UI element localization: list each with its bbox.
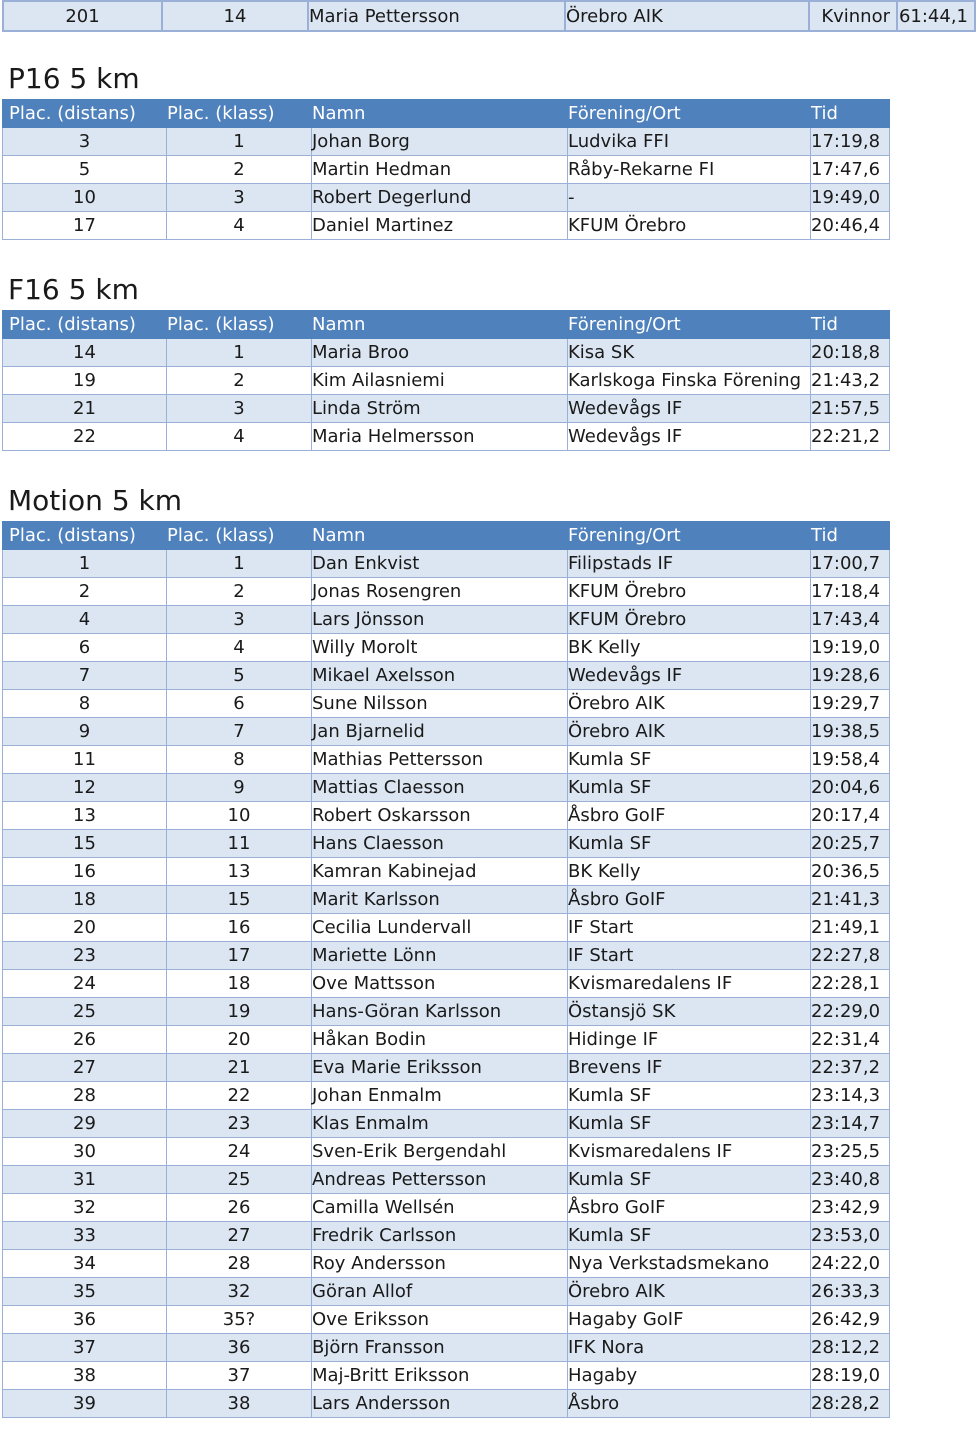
- tid-cell: 22:37,2: [811, 1054, 890, 1082]
- tid-cell: 26:42,9: [811, 1306, 890, 1334]
- table-row: [3, 1278, 890, 1306]
- namn-cell: Hans-Göran Karlsson: [312, 998, 568, 1026]
- tid-cell: 21:43,2: [811, 367, 890, 395]
- column-header-tid: Tid: [811, 522, 890, 550]
- tid-cell: 19:29,7: [811, 690, 890, 718]
- forening-cell: IF Start: [568, 942, 811, 970]
- plac-distans-cell: 38: [3, 1362, 167, 1390]
- forening-cell: Kvismaredalens IF: [568, 1138, 811, 1166]
- table-row: [3, 339, 890, 367]
- forening-cell: IF Start: [568, 914, 811, 942]
- forening-cell: Hidinge IF: [568, 1026, 811, 1054]
- forening-cell: Karlskoga Finska Förening: [568, 367, 811, 395]
- plac-distans-cell: 18: [3, 886, 167, 914]
- namn-cell: Jan Bjarnelid: [312, 718, 568, 746]
- results-table-p16: [2, 99, 890, 240]
- column-header-plac-klass: Plac. (klass): [167, 311, 312, 339]
- namn-cell: Göran Allof: [312, 1278, 568, 1306]
- plac-distans-cell: 33: [3, 1222, 167, 1250]
- plac-klass-cell: 4: [167, 212, 312, 240]
- plac-klass-cell: 2: [167, 578, 312, 606]
- namn-cell: Fredrik Carlsson: [312, 1222, 568, 1250]
- plac-klass-cell: 3: [167, 184, 312, 212]
- namn-cell: Camilla Wellsén: [312, 1194, 568, 1222]
- tid-cell: 61:44,1: [897, 1, 975, 31]
- forening-cell: Kumla SF: [568, 1082, 811, 1110]
- tid-cell: 22:31,4: [811, 1026, 890, 1054]
- tid-cell: 23:25,5: [811, 1138, 890, 1166]
- namn-cell: Maj-Britt Eriksson: [312, 1362, 568, 1390]
- plac-klass-cell: 7: [167, 718, 312, 746]
- namn-cell: Daniel Martinez: [312, 212, 568, 240]
- plac-distans-cell: 11: [3, 746, 167, 774]
- table-row: [3, 1138, 890, 1166]
- plac-klass-cell: 9: [167, 774, 312, 802]
- plac-distans-cell: 9: [3, 718, 167, 746]
- forening-cell: Nya Verkstadsmekano: [568, 1250, 811, 1278]
- table-row: [3, 662, 890, 690]
- plac-distans-cell: 14: [3, 339, 167, 367]
- plac-distans-cell: 23: [3, 942, 167, 970]
- forening-cell: IFK Nora: [568, 1334, 811, 1362]
- namn-cell: Björn Fransson: [312, 1334, 568, 1362]
- tid-cell: 23:14,3: [811, 1082, 890, 1110]
- forening-cell: Örebro AIK: [568, 1278, 811, 1306]
- plac-klass-cell: 2: [167, 156, 312, 184]
- forening-cell: BK Kelly: [568, 634, 811, 662]
- table-row: [3, 1026, 890, 1054]
- tid-cell: 19:19,0: [811, 634, 890, 662]
- namn-cell: Lars Jönsson: [312, 606, 568, 634]
- plac-distans-cell: 19: [3, 367, 167, 395]
- namn-cell: Johan Borg: [312, 128, 568, 156]
- plac-distans-cell: 12: [3, 774, 167, 802]
- forening-cell: Kumla SF: [568, 830, 811, 858]
- plac-distans-cell: 17: [3, 212, 167, 240]
- namn-cell: Kamran Kabinejad: [312, 858, 568, 886]
- plac-distans-cell: 24: [3, 970, 167, 998]
- forening-cell: Wedevågs IF: [568, 662, 811, 690]
- tid-cell: 28:19,0: [811, 1362, 890, 1390]
- tid-cell: 22:28,1: [811, 970, 890, 998]
- forening-cell: Örebro AIK: [568, 718, 811, 746]
- plac-distans-cell: 3: [3, 128, 167, 156]
- table-row: [3, 367, 890, 395]
- plac-klass-cell: 18: [167, 970, 312, 998]
- forening-cell: Wedevågs IF: [568, 423, 811, 451]
- forening-cell: Ludvika FFI: [568, 128, 811, 156]
- plac-distans-cell: 25: [3, 998, 167, 1026]
- column-header-namn: Namn: [312, 100, 568, 128]
- plac-klass-cell: 23: [167, 1110, 312, 1138]
- table-header-row: [3, 522, 890, 550]
- column-header-tid: Tid: [811, 100, 890, 128]
- namn-cell: Mathias Pettersson: [312, 746, 568, 774]
- forening-cell: KFUM Örebro: [568, 578, 811, 606]
- tid-cell: 17:00,7: [811, 550, 890, 578]
- table-row: [3, 1222, 890, 1250]
- namn-cell: Mattias Claesson: [312, 774, 568, 802]
- tid-cell: 20:46,4: [811, 212, 890, 240]
- tid-cell: 17:18,4: [811, 578, 890, 606]
- forening-cell: Örebro AIK: [568, 690, 811, 718]
- namn-cell: Roy Andersson: [312, 1250, 568, 1278]
- column-header-namn: Namn: [312, 522, 568, 550]
- tid-cell: 22:29,0: [811, 998, 890, 1026]
- namn-cell: Maria Broo: [312, 339, 568, 367]
- forening-cell: Filipstads IF: [568, 550, 811, 578]
- tid-cell: 21:49,1: [811, 914, 890, 942]
- namn-cell: Håkan Bodin: [312, 1026, 568, 1054]
- table-row: [3, 802, 890, 830]
- plac-distans-cell: 16: [3, 858, 167, 886]
- namn-cell: Jonas Rosengren: [312, 578, 568, 606]
- tid-cell: 19:58,4: [811, 746, 890, 774]
- table-header-row: [3, 311, 890, 339]
- table-row: [3, 1054, 890, 1082]
- table-row: [3, 746, 890, 774]
- plac-distans-cell: 36: [3, 1306, 167, 1334]
- table-row: [3, 1362, 890, 1390]
- forening-cell: Brevens IF: [568, 1054, 811, 1082]
- plac-klass-cell: 13: [167, 858, 312, 886]
- table-row: [3, 690, 890, 718]
- plac-distans-cell: 22: [3, 423, 167, 451]
- table-row: [3, 830, 890, 858]
- table-row: [3, 1110, 890, 1138]
- tid-cell: 19:38,5: [811, 718, 890, 746]
- forening-cell: Hagaby GoIF: [568, 1306, 811, 1334]
- forening-cell: Åsbro GoIF: [568, 802, 811, 830]
- klass-cell: Kvinnor: [809, 1, 897, 31]
- namn-cell: Linda Ström: [312, 395, 568, 423]
- column-header-forening: Förening/Ort: [568, 522, 811, 550]
- table-row: [3, 1250, 890, 1278]
- results-table-motion: [2, 521, 890, 1418]
- plac-klass-cell: 22: [167, 1082, 312, 1110]
- plac-klass-cell: 4: [167, 423, 312, 451]
- tid-cell: 26:33,3: [811, 1278, 890, 1306]
- table-row: [3, 1306, 890, 1334]
- table-row: [3, 423, 890, 451]
- plac-klass-cell: 20: [167, 1026, 312, 1054]
- forening-cell: Wedevågs IF: [568, 395, 811, 423]
- table-row: [3, 886, 890, 914]
- forening-cell: Åsbro GoIF: [568, 886, 811, 914]
- column-header-forening: Förening/Ort: [568, 311, 811, 339]
- forening-cell: Kumla SF: [568, 1222, 811, 1250]
- tid-cell: 21:57,5: [811, 395, 890, 423]
- plac-distans-cell: 34: [3, 1250, 167, 1278]
- table-row: [3, 156, 890, 184]
- plac-klass-cell: 27: [167, 1222, 312, 1250]
- namn-cell: Ove Eriksson: [312, 1306, 568, 1334]
- tid-cell: 20:17,4: [811, 802, 890, 830]
- tid-cell: 24:22,0: [811, 1250, 890, 1278]
- plac-klass-cell: 6: [167, 690, 312, 718]
- plac-distans-cell: 37: [3, 1334, 167, 1362]
- plac-distans-cell: 35: [3, 1278, 167, 1306]
- plac-distans-cell: 29: [3, 1110, 167, 1138]
- namn-cell: Mikael Axelsson: [312, 662, 568, 690]
- namn-cell: Sune Nilsson: [312, 690, 568, 718]
- plac-distans-cell: 32: [3, 1194, 167, 1222]
- plac-klass-cell: 38: [167, 1390, 312, 1418]
- plac-klass-cell: 1: [167, 339, 312, 367]
- plac-klass-cell: 32: [167, 1278, 312, 1306]
- tid-cell: 20:36,5: [811, 858, 890, 886]
- results-table-f16: [2, 310, 890, 451]
- forening-cell: Östansjö SK: [568, 998, 811, 1026]
- forening-cell: Åsbro GoIF: [568, 1194, 811, 1222]
- tid-cell: 20:04,6: [811, 774, 890, 802]
- table-row: [3, 1390, 890, 1418]
- column-header-tid: Tid: [811, 311, 890, 339]
- plac-distans-cell: 8: [3, 690, 167, 718]
- tid-cell: 22:21,2: [811, 423, 890, 451]
- table-row: [3, 1, 975, 31]
- column-header-plac-distans: Plac. (distans): [3, 522, 167, 550]
- plac-klass-cell: 1: [167, 550, 312, 578]
- plac-klass-cell: 19: [167, 998, 312, 1026]
- tid-cell: 19:28,6: [811, 662, 890, 690]
- plac-klass-cell: 25: [167, 1166, 312, 1194]
- plac-klass-cell: 14: [162, 1, 308, 31]
- tid-cell: 20:25,7: [811, 830, 890, 858]
- namn-cell: Marit Karlsson: [312, 886, 568, 914]
- forening-cell: Kumla SF: [568, 746, 811, 774]
- forening-cell: KFUM Örebro: [568, 606, 811, 634]
- plac-distans-cell: 4: [3, 606, 167, 634]
- table-row: [3, 128, 890, 156]
- tid-cell: 28:12,2: [811, 1334, 890, 1362]
- namn-cell: Willy Morolt: [312, 634, 568, 662]
- forening-cell: -: [568, 184, 811, 212]
- plac-klass-cell: 28: [167, 1250, 312, 1278]
- plac-klass-cell: 2: [167, 367, 312, 395]
- plac-distans-cell: 5: [3, 156, 167, 184]
- namn-cell: Hans Claesson: [312, 830, 568, 858]
- namn-cell: Klas Enmalm: [312, 1110, 568, 1138]
- table-row: [3, 970, 890, 998]
- namn-cell: Maria Pettersson: [308, 1, 565, 31]
- plac-klass-cell: 11: [167, 830, 312, 858]
- plac-distans-cell: 26: [3, 1026, 167, 1054]
- namn-cell: Robert Oskarsson: [312, 802, 568, 830]
- namn-cell: Martin Hedman: [312, 156, 568, 184]
- namn-cell: Mariette Lönn: [312, 942, 568, 970]
- plac-distans-cell: 39: [3, 1390, 167, 1418]
- plac-klass-cell: 37: [167, 1362, 312, 1390]
- plac-distans-cell: 28: [3, 1082, 167, 1110]
- table-row: [3, 395, 890, 423]
- namn-cell: Maria Helmersson: [312, 423, 568, 451]
- plac-klass-cell: 26: [167, 1194, 312, 1222]
- forening-cell: Kisa SK: [568, 339, 811, 367]
- column-header-namn: Namn: [312, 311, 568, 339]
- tid-cell: 23:42,9: [811, 1194, 890, 1222]
- forening-cell: Hagaby: [568, 1362, 811, 1390]
- plac-klass-cell: 36: [167, 1334, 312, 1362]
- table-row: [3, 1082, 890, 1110]
- tid-cell: 23:14,7: [811, 1110, 890, 1138]
- table-row: [3, 774, 890, 802]
- plac-distans-cell: 20: [3, 914, 167, 942]
- plac-klass-cell: 15: [167, 886, 312, 914]
- section-title-p16: P16 5 km: [8, 62, 140, 95]
- plac-klass-cell: 35?: [167, 1306, 312, 1334]
- plac-klass-cell: 3: [167, 606, 312, 634]
- column-header-plac-distans: Plac. (distans): [3, 311, 167, 339]
- forening-cell: Kumla SF: [568, 1166, 811, 1194]
- forening-cell: KFUM Örebro: [568, 212, 811, 240]
- forening-cell: Åsbro: [568, 1390, 811, 1418]
- namn-cell: Robert Degerlund: [312, 184, 568, 212]
- plac-distans-cell: 1: [3, 550, 167, 578]
- namn-cell: Eva Marie Eriksson: [312, 1054, 568, 1082]
- table-row: [3, 998, 890, 1026]
- tid-cell: 19:49,0: [811, 184, 890, 212]
- namn-cell: Johan Enmalm: [312, 1082, 568, 1110]
- tid-cell: 23:40,8: [811, 1166, 890, 1194]
- plac-klass-cell: 8: [167, 746, 312, 774]
- column-header-plac-distans: Plac. (distans): [3, 100, 167, 128]
- plac-klass-cell: 3: [167, 395, 312, 423]
- table-row: [3, 942, 890, 970]
- forening-cell: Råby-Rekarne FI: [568, 156, 811, 184]
- table-row: [3, 634, 890, 662]
- table-row: [3, 1334, 890, 1362]
- namn-cell: Dan Enkvist: [312, 550, 568, 578]
- plac-klass-cell: 21: [167, 1054, 312, 1082]
- forening-cell: Kumla SF: [568, 774, 811, 802]
- column-header-plac-klass: Plac. (klass): [167, 522, 312, 550]
- plac-distans-cell: 31: [3, 1166, 167, 1194]
- plac-distans-cell: 15: [3, 830, 167, 858]
- tid-cell: 20:18,8: [811, 339, 890, 367]
- tid-cell: 17:43,4: [811, 606, 890, 634]
- plac-klass-cell: 17: [167, 942, 312, 970]
- namn-cell: Kim Ailasniemi: [312, 367, 568, 395]
- namn-cell: Cecilia Lundervall: [312, 914, 568, 942]
- table-row: [3, 718, 890, 746]
- tid-cell: 17:19,8: [811, 128, 890, 156]
- namn-cell: Sven-Erik Bergendahl: [312, 1138, 568, 1166]
- tid-cell: 28:28,2: [811, 1390, 890, 1418]
- plac-distans-cell: 27: [3, 1054, 167, 1082]
- section-title-motion: Motion 5 km: [8, 484, 183, 517]
- forening-cell: Kvismaredalens IF: [568, 970, 811, 998]
- plac-distans-cell: 21: [3, 395, 167, 423]
- plac-klass-cell: 1: [167, 128, 312, 156]
- table-row: [3, 914, 890, 942]
- table-row: [3, 858, 890, 886]
- column-header-forening: Förening/Ort: [568, 100, 811, 128]
- tid-cell: 17:47,6: [811, 156, 890, 184]
- table-row: [3, 606, 890, 634]
- tid-cell: 21:41,3: [811, 886, 890, 914]
- plac-klass-cell: 4: [167, 634, 312, 662]
- forening-cell: Kumla SF: [568, 1110, 811, 1138]
- plac-distans-cell: 7: [3, 662, 167, 690]
- column-header-plac-klass: Plac. (klass): [167, 100, 312, 128]
- table-row: [3, 184, 890, 212]
- section-title-f16: F16 5 km: [8, 273, 139, 306]
- plac-distans-cell: 2: [3, 578, 167, 606]
- forening-cell: BK Kelly: [568, 858, 811, 886]
- plac-klass-cell: 10: [167, 802, 312, 830]
- plac-distans-cell: 13: [3, 802, 167, 830]
- plac-klass-cell: 5: [167, 662, 312, 690]
- table-row: [3, 212, 890, 240]
- plac-klass-cell: 24: [167, 1138, 312, 1166]
- table-row: [3, 578, 890, 606]
- plac-distans-cell: 10: [3, 184, 167, 212]
- plac-distans-cell: 6: [3, 634, 167, 662]
- table-row: [3, 1194, 890, 1222]
- namn-cell: Lars Andersson: [312, 1390, 568, 1418]
- table-row: [3, 550, 890, 578]
- table-row: [3, 1166, 890, 1194]
- namn-cell: Ove Mattsson: [312, 970, 568, 998]
- plac-distans-cell: 30: [3, 1138, 167, 1166]
- previous-results-row-table: [2, 0, 976, 32]
- table-header-row: [3, 100, 890, 128]
- plac-klass-cell: 16: [167, 914, 312, 942]
- tid-cell: 22:27,8: [811, 942, 890, 970]
- tid-cell: 23:53,0: [811, 1222, 890, 1250]
- namn-cell: Andreas Pettersson: [312, 1166, 568, 1194]
- forening-cell: Örebro AIK: [565, 1, 809, 31]
- plac-distans-cell: 201: [3, 1, 162, 31]
